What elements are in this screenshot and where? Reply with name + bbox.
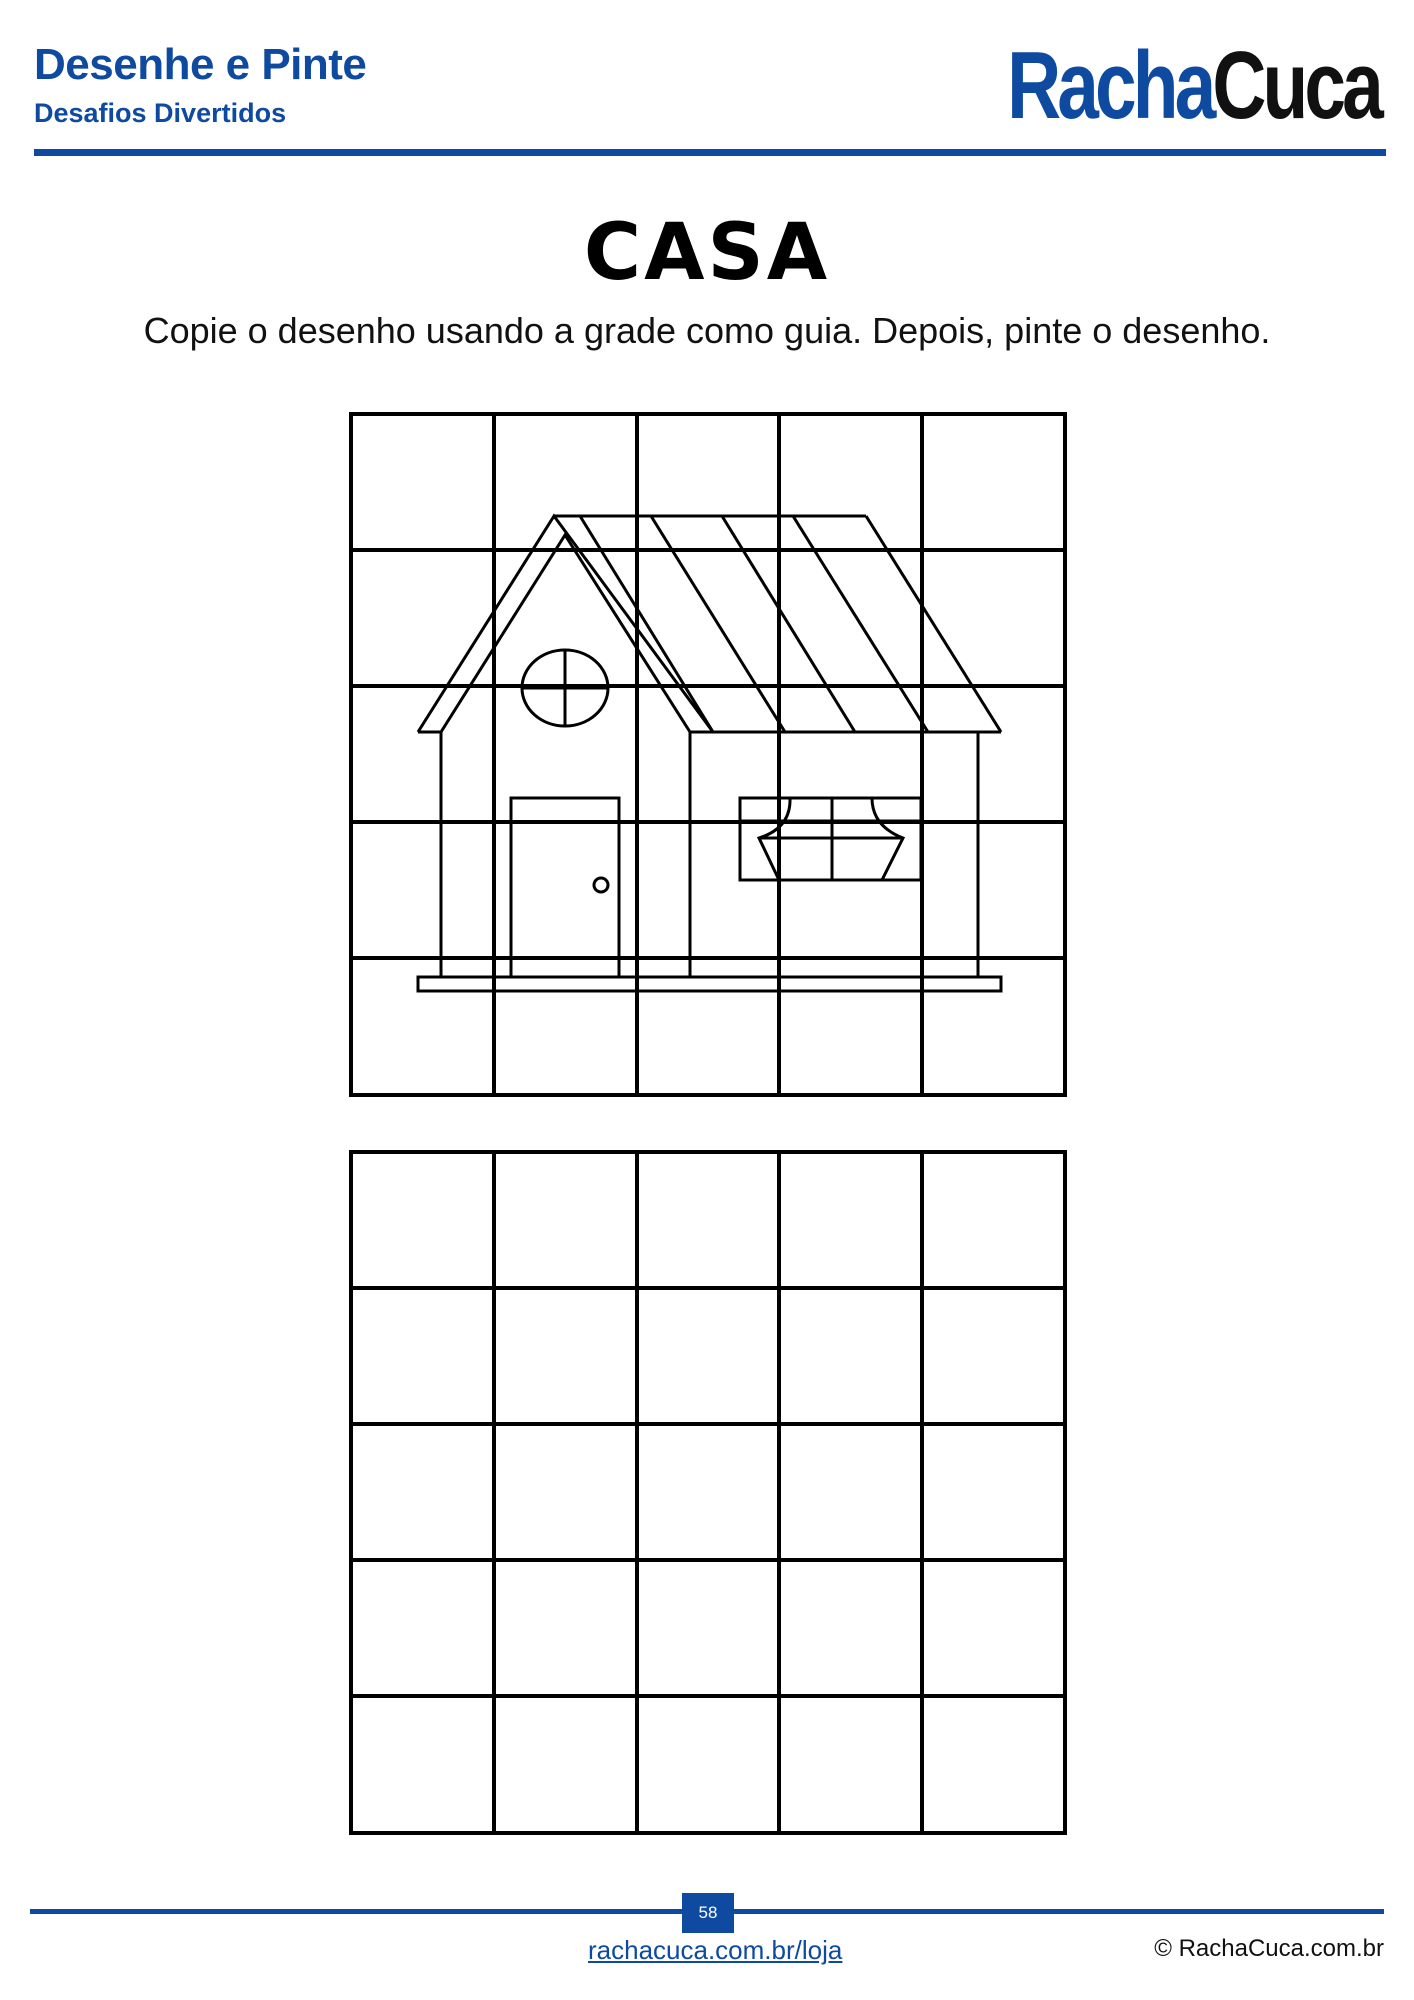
page-title: CASA — [583, 208, 831, 298]
door-knob — [594, 878, 608, 892]
house-drawing — [418, 516, 1001, 991]
blank-grid-border — [351, 1152, 1065, 1833]
header-subtitle: Desafios Divertidos — [34, 98, 287, 128]
page-number-badge: 58 — [682, 1893, 734, 1933]
blank-grid — [351, 1152, 1065, 1833]
copyright: © RachaCuca.com.br — [1154, 1935, 1384, 1962]
store-link[interactable]: rachacuca.com.br/loja — [588, 1935, 843, 1965]
house-base — [418, 977, 1001, 991]
logo-part-cuca: Cuca — [1212, 32, 1380, 139]
door — [511, 798, 619, 977]
header-title: Desenhe e Pinte — [34, 40, 367, 89]
instructions: Copie o desenho usando a grade como guia. Depois, pinte o desenho. — [143, 310, 1271, 351]
logo-part-racha: Racha — [1007, 32, 1213, 139]
